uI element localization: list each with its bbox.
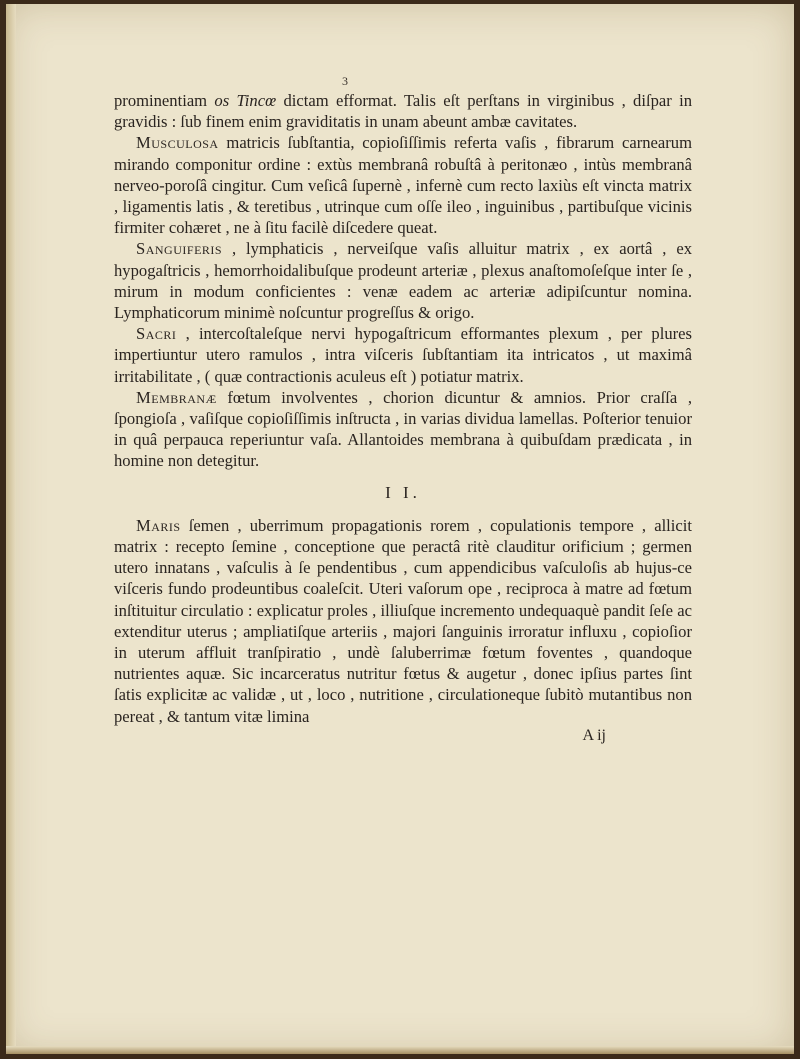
paragraph-0 [114, 90, 692, 132]
paragraph-1-text: matricis ſubſtantia, copioſiſſimis referta vaſis , fibrarum carnearum mirando componitur ordine : extùs membranâ robuſtâ à peritonæo , intùs membranâ nerveo-poroſâ cingitur. Cum veſicâ ſupernè , infernè cum recto laxiùs eſt vincta matrix , ligamentis latis , & teretibus , utrinque cum oſſe ileo , inguinibus , partibuſque vicinis firmiter cohæret , ne à ſitu facilè diſcedere queat. [114, 133, 692, 238]
paragraph-3-text: , intercoſtaleſque nervi hypogaſtricum efformantes plexum , per plures impertiuntur utero ramulos , intra viſceris ſubſtantiam ita intricatos , ut maximâ irritabilitate , ( quæ contractionis aculeus eſt ) potiatur matrix. [114, 324, 692, 386]
paragraph-3 [114, 323, 692, 387]
paragraph-4-lead: Membranæ [136, 387, 217, 407]
paragraph-4 [114, 387, 692, 472]
paragraph-2-text: , lymphaticis , nerveiſque vaſis alluitur matrix , ex aortâ , ex hypogaſtricis , hemorrhoidalibuſque prodeunt arteriæ , plexus anaſtomoſeſque inter ſe , mirum in modum conficientes : venæ eadem ac arteriæ adipiſcuntur nomina. Lymphaticorum minimè noſcuntur progreſſus & origo. [114, 239, 692, 323]
paragraph-3-lead: Sacri [136, 324, 177, 344]
paragraph-2-lead: Sanguiferis [136, 239, 223, 259]
paragraph-0-text: prominentiam os Tincœ dictam efformat. Talis eſt perſtans in virginibus , diſpar in gravidis : ſub finem enim graviditatis in unam abeunt ambæ cavitates. [114, 91, 692, 132]
page-left-edge [6, 4, 16, 1054]
section-2-lead: Maris [136, 515, 181, 535]
paragraph-1 [114, 132, 692, 238]
paragraph-1-lead: Musculosa [136, 133, 219, 153]
main-text-block [114, 90, 692, 746]
paragraph-section-2 [114, 515, 692, 727]
section-heading: I I. [385, 482, 421, 502]
paragraph-2 [114, 238, 692, 323]
page-bottom-edge [6, 1046, 794, 1054]
book-page [6, 4, 794, 1054]
paragraph-4-text: fœtum involventes , chorion dicuntur & amnios. Prior craſſa , ſpongioſa , vaſiſque copioſiſſimis inſtructa , in varias dividua lamellas. Poſterior tenuior in quâ perpauca reperiuntur vaſa. Allantoides membrana à quibuſdam prædicata , in homine non detegitur. [114, 387, 692, 471]
page-number: 3 [342, 74, 348, 88]
section-2-text: ſemen , uberrimum propagationis rorem , copulationis tempore , allicit matrix : recepto ſemine , conceptione que peractâ ritè clauditur orificium ; germen utero innatans , vaſculis à ſe pendentibus , cum appendicibus vaſculoſis ab hujus-ce viſceris fundo prodeuntibus coaleſcit. Uteri vaſorum ope , reciproca à matre ad fœtum inſtituitur circulatio : explicatur proles , illiuſque incremento undequaquè pandit ſeſe ac extenditur uterus ; ampliatiſque arteriis , majori ſanguinis irroratur influxu , copioſior in uterum affluit tranſpiratio , undè ſaluberrimæ fœtum foventes , quandoque nutrientes aquæ. Sic incarceratus nutritur fœtus & augetur , donec ipſius partes ſint ſatis explicitæ ac validæ , ut , loco , nutritione , circulationeque ſubitò mutantibus non pereat , & tantum vitæ limina [114, 515, 692, 726]
signature-mark: A ij [582, 726, 606, 744]
